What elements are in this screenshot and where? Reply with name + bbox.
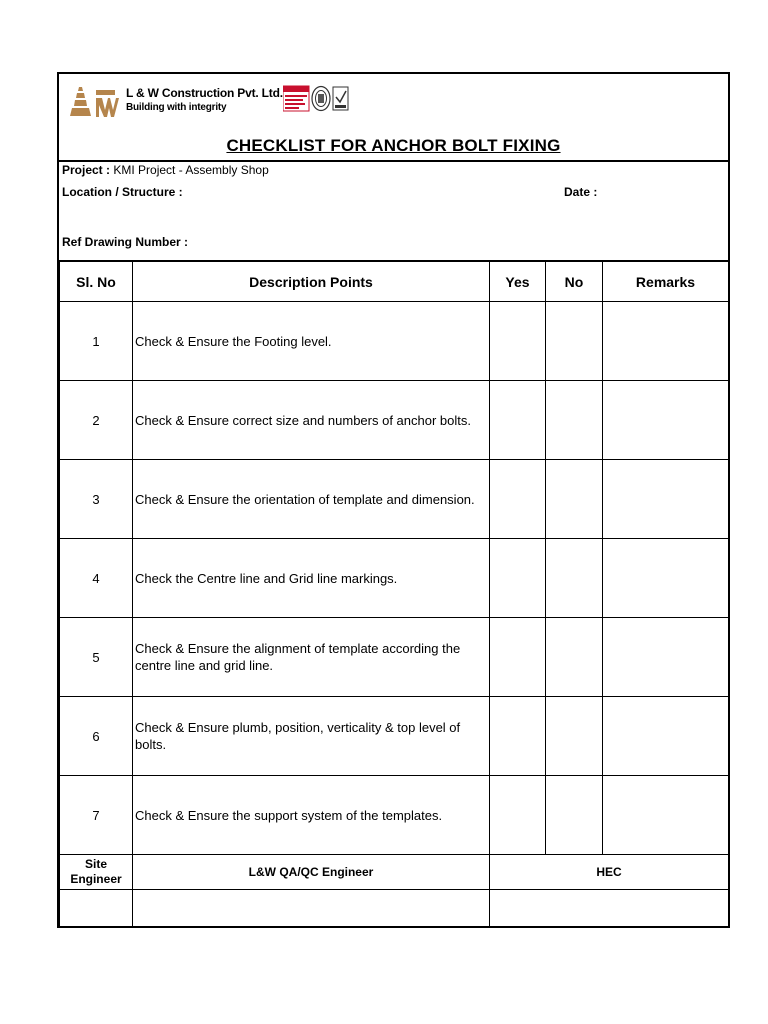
qa-engineer-sign-cell[interactable] <box>133 890 490 928</box>
row-yes-cell[interactable] <box>490 697 546 776</box>
row-no-cell[interactable] <box>546 460 603 539</box>
header-sl-no: Sl. No <box>60 261 133 302</box>
hec-sign-cell[interactable] <box>490 890 729 928</box>
row-sl-no: 2 <box>60 381 133 460</box>
row-sl-no: 5 <box>60 618 133 697</box>
row-description: Check & Ensure the support system of the templates. <box>133 776 490 855</box>
row-remarks-cell[interactable] <box>603 381 729 460</box>
row-yes-cell[interactable] <box>490 776 546 855</box>
row-remarks-cell[interactable] <box>603 776 729 855</box>
row-no-cell[interactable] <box>546 302 603 381</box>
row-yes-cell[interactable] <box>490 618 546 697</box>
row-remarks-cell[interactable] <box>603 460 729 539</box>
signature-header-row <box>60 855 729 890</box>
header-yes: Yes <box>490 261 546 302</box>
row-sl-no: 3 <box>60 460 133 539</box>
header-description: Description Points <box>133 261 490 302</box>
table-row <box>60 618 729 697</box>
row-no-cell[interactable] <box>546 697 603 776</box>
row-description: Check the Centre line and Grid line markings. <box>133 539 490 618</box>
row-description: Check & Ensure plumb, position, verticality & top level of bolts. <box>133 697 490 776</box>
row-sl-no: 7 <box>60 776 133 855</box>
row-no-cell[interactable] <box>546 776 603 855</box>
header-remarks: Remarks <box>603 261 729 302</box>
company-tagline: Building with integrity <box>126 102 227 113</box>
site-engineer-sign-cell[interactable] <box>60 890 133 928</box>
project-value: KMI Project - Assembly Shop <box>113 163 269 177</box>
row-yes-cell[interactable] <box>490 460 546 539</box>
row-yes-cell[interactable] <box>490 539 546 618</box>
row-remarks-cell[interactable] <box>603 302 729 381</box>
signature-blank-row <box>60 890 729 928</box>
ref-drawing-label: Ref Drawing Number : <box>62 235 189 249</box>
row-sl-no: 6 <box>60 697 133 776</box>
certification-badges-icon <box>283 85 349 112</box>
row-no-cell[interactable] <box>546 539 603 618</box>
table-row <box>60 460 729 539</box>
row-description: Check & Ensure correct size and numbers of anchor bolts. <box>133 381 490 460</box>
row-remarks-cell[interactable] <box>603 697 729 776</box>
table-row <box>60 381 729 460</box>
logo-shapes <box>70 87 119 117</box>
hec-label: HEC <box>490 855 729 890</box>
row-yes-cell[interactable] <box>490 302 546 381</box>
document-header <box>59 74 728 162</box>
row-yes-cell[interactable] <box>490 381 546 460</box>
project-label: Project : <box>62 163 111 177</box>
table-row <box>60 302 729 381</box>
project-line <box>62 163 269 177</box>
row-sl-no: 1 <box>60 302 133 381</box>
row-no-cell[interactable] <box>546 381 603 460</box>
site-engineer-label: Site Engineer <box>60 855 133 890</box>
table-row <box>60 776 729 855</box>
date-label: Date : <box>564 185 598 199</box>
qa-engineer-label: L&W QA/QC Engineer <box>133 855 490 890</box>
row-remarks-cell[interactable] <box>603 618 729 697</box>
table-header-row <box>60 261 729 302</box>
table-row <box>60 539 729 618</box>
row-description: Check & Ensure the orientation of template and dimension. <box>133 460 490 539</box>
company-name: L & W Construction Pvt. Ltd. <box>126 86 283 100</box>
row-remarks-cell[interactable] <box>603 539 729 618</box>
company-logo-icon <box>69 86 121 120</box>
table-row <box>60 697 729 776</box>
header-no: No <box>546 261 603 302</box>
page-title: CHECKLIST FOR ANCHOR BOLT FIXING <box>226 136 561 155</box>
location-label: Location / Structure : <box>62 185 183 199</box>
row-description: Check & Ensure the Footing level. <box>133 302 490 381</box>
project-info <box>59 160 728 260</box>
row-description: Check & Ensure the alignment of template according the centre line and grid line. <box>133 618 490 697</box>
row-sl-no: 4 <box>60 539 133 618</box>
checklist-sheet <box>57 72 730 928</box>
checklist-table <box>59 260 729 927</box>
row-no-cell[interactable] <box>546 618 603 697</box>
